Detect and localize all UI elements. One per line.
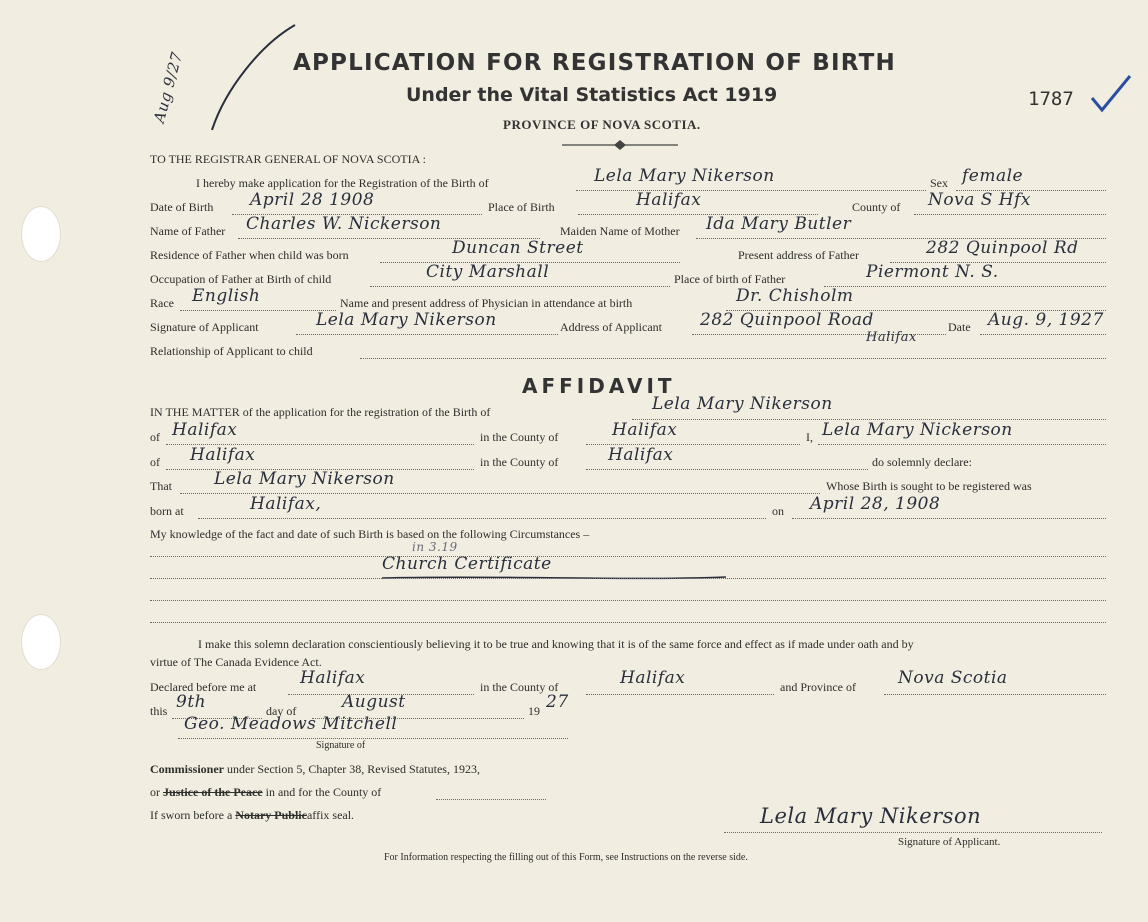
county-label: County of [852,200,901,214]
commissioner-signature: Geo. Meadows Mitchell [184,714,398,734]
dob-value: April 28 1908 [250,190,375,210]
footer-instructions: For Information respecting the filling out of this Form, see Instructions on the reverse side. [384,852,748,863]
father-birthplace-value: Piermont N. S. [866,262,999,282]
race-value: English [192,286,261,306]
intro-label: I hereby make application for the Registration of the Birth of [196,176,489,190]
child-name-value: Lela Mary Nikerson [594,166,775,186]
county-value-1: Halifax [612,420,678,440]
applicant-address-value: 282 Quinpool Road [700,310,874,330]
in-county-label-2: in the County of [480,455,559,469]
signature-of-label: Signature of [316,740,366,751]
applicant-signature-bottom: Lela Mary Nikerson [760,804,982,828]
affidavit-matter-label: IN THE MATTER of the application for the registration of the Birth of [150,405,491,419]
commissioner-line [150,762,480,777]
applicant-signature-value: Lela Mary Nikerson [316,310,497,330]
born-on-value: April 28, 1908 [810,494,941,514]
declarant-name: Lela Mary Nickerson [822,420,1013,440]
of-value-2: Halifax [190,445,256,465]
place-birth-value: Halifax [636,190,702,210]
notary-public-label: Notary Public [235,808,307,822]
knowledge-label: My knowledge of the fact and date of such Birth is based on the following Circumstances – [150,527,590,541]
declared-before-label: Declared before me at [150,680,257,694]
margin-slash-mark [200,20,310,140]
occupation-label: Occupation of Father at Birth of child [150,272,332,286]
mother-value: Ida Mary Butler [706,214,852,234]
mother-label: Maiden Name of Mother [560,224,680,238]
father-value: Charles W. Nickerson [246,214,442,234]
file-number: 1787 [1028,88,1074,110]
on-label: on [772,504,784,518]
sworn-label: If sworn before a [150,808,233,822]
affidavit-matter-name: Lela Mary Nikerson [652,394,833,414]
residence-label: Residence of Father when child was born [150,248,349,262]
sex-label: Sex [930,176,948,190]
i-label: I, [806,430,813,444]
affix-seal-label: affix seal. [306,808,355,822]
father-label: Name of Father [150,224,226,238]
application-date-value: Aug. 9, 1927 [988,310,1104,330]
province-heading: PROVINCE OF NOVA SCOTIA. [503,117,701,132]
solemnly-declare-label: do solemnly declare: [872,455,972,469]
father-birthplace-label: Place of birth of Father [674,272,786,286]
day-of-label: day of [266,704,297,718]
sworn-line [150,808,354,823]
form-title: APPLICATION FOR REGISTRATION OF BIRTH [293,50,896,76]
checkmark-icon [1088,72,1134,118]
day-value: 9th [176,692,207,712]
addressee-line: TO THE REGISTRAR GENERAL OF NOVA SCOTIA : [150,152,426,166]
that-label: That [150,479,172,493]
circumstance-value: Church Certificate [382,554,552,574]
affidavit-heading: AFFIDAVIT [522,374,676,398]
applicant-signature-label: Signature of Applicant [150,320,259,334]
commissioner-label: Commissioner [150,762,224,776]
occupation-value: City Marshall [426,262,550,282]
county-value-3: Halifax [620,668,686,688]
relationship-label: Relationship of Applicant to child [150,344,313,358]
punch-hole-bottom [21,614,61,670]
place-birth-label: Place of Birth [488,200,555,214]
physician-value: Dr. Chisholm [736,286,854,306]
present-address-label: Present address of Father [738,248,859,262]
in-county-label-1: in the County of [480,430,559,444]
this-label: this [150,704,168,718]
declaration-text: I make this solemn declaration conscientiously believing it to be true and knowing that it is of the same force and effect as if made under oath and by [198,637,914,651]
race-label: Race [150,296,174,310]
applicant-address-label: Address of Applicant [560,320,662,334]
in-county-label-3: in the County of [480,680,559,694]
declaration-text-2: virtue of The Canada Evidence Act. [150,655,322,669]
justice-of-peace-label: Justice of the Peace [163,785,263,799]
year-value: 27 [546,692,569,712]
year-prefix: 19 [528,704,540,718]
dob-label: Date of Birth [150,200,214,214]
sex-value: female [962,166,1024,186]
ornament-divider [560,139,680,151]
residence-value: Duncan Street [452,238,584,258]
present-address-value: 282 Quinpool Rd [926,238,1079,258]
signature-of-applicant-label: Signature of Applicant. [898,836,1001,848]
month-value: August [342,692,406,712]
declared-at-value: Halifax [300,668,366,688]
circumstance-note: in 3.19 [412,540,458,554]
county-for-label: in and for the County of [265,785,382,799]
date-label: Date [948,320,971,334]
whose-birth-label: Whose Birth is sought to be registered was [826,479,1032,493]
of-label-2: of [150,455,160,469]
form-subtitle: Under the Vital Statistics Act 1919 [406,84,778,106]
province-label: and Province of [780,680,856,694]
born-at-value: Halifax, [250,494,322,514]
physician-label: Name and present address of Physician in attendance at birth [340,296,633,310]
applicant-address-line2: Halifax [866,330,917,345]
punch-hole-top [21,206,61,262]
of-value-1: Halifax [172,420,238,440]
county-value: Nova S Hfx [928,190,1032,210]
of-label-1: of [150,430,160,444]
born-at-label: born at [150,504,184,518]
that-name-value: Lela Mary Nikerson [214,469,395,489]
commissioner-rest: under Section 5, Chapter 38, Revised Statutes, 1923, [227,762,480,776]
justice-line [150,785,381,800]
province-value: Nova Scotia [898,668,1008,688]
or-label: or [150,785,160,799]
county-value-2: Halifax [608,445,674,465]
margin-note: Aug 9/27 [150,49,187,125]
